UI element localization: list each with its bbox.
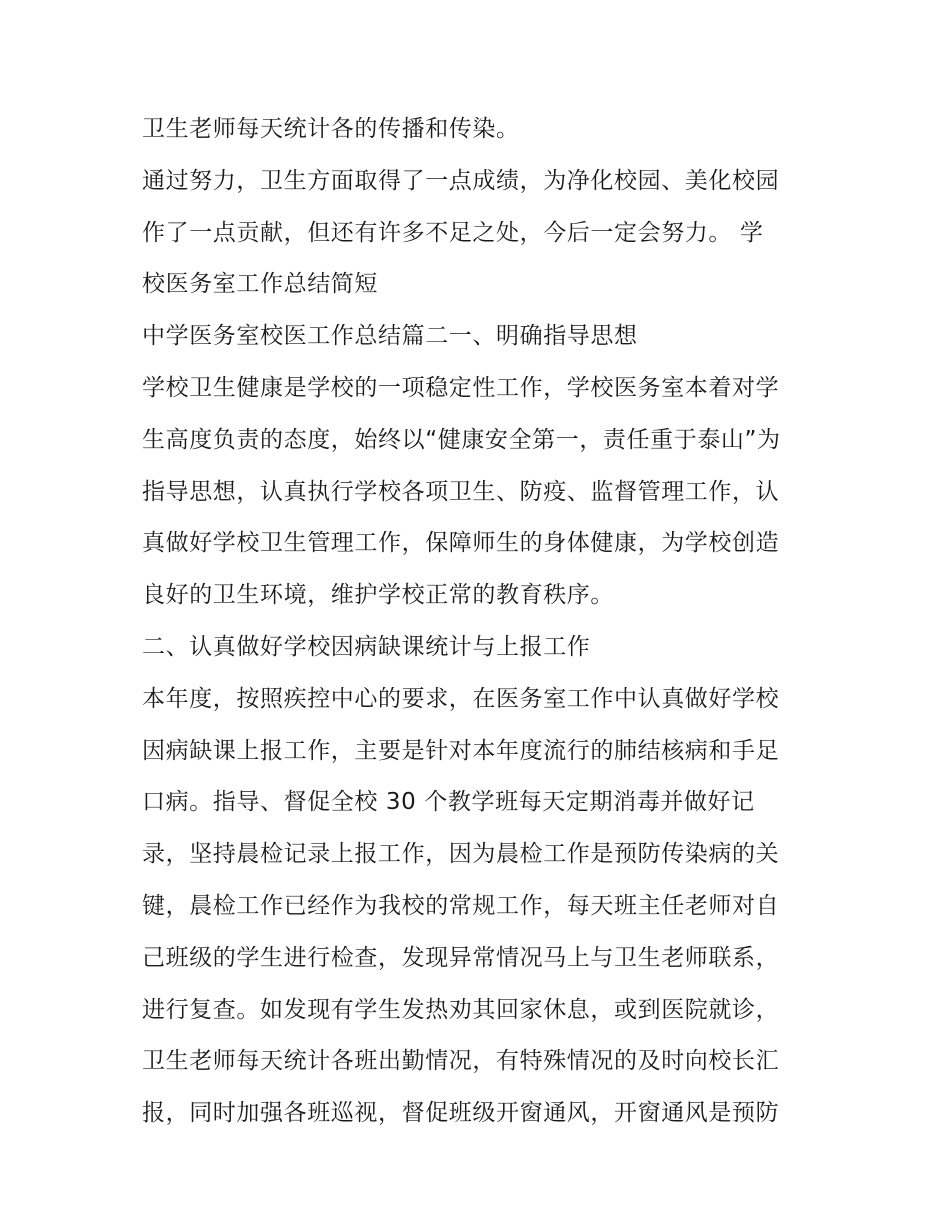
text-line-15: 录，坚持晨检记录上报工作，因为晨检工作是预防传染病的关 (142, 841, 780, 868)
text-line-2: 通过努力，卫生方面取得了一点成绩，为净化校园、美化校园 (142, 167, 780, 194)
document-body (142, 109, 842, 1145)
text-line-13: 因病缺课上报工作，主要是针对本年度流行的肺结核病和手足 (142, 737, 780, 764)
text-line-11: 二、认真做好学校因病缺课统计与上报工作 (142, 633, 591, 660)
text-line-5: 中学医务室校医工作总结篇二一、明确指导思想 (142, 323, 638, 350)
text-line-19: 卫生老师每天统计各班出勤情况，有特殊情况的及时向校长汇 (142, 1048, 780, 1075)
text-line-16: 键，晨检工作已经作为我校的常规工作，每天班主任老师对自 (142, 892, 780, 919)
text-line-3: 作了一点贡献，但还有许多不足之处，今后一定会努力。 学 (142, 219, 764, 246)
text-line-17: 己班级的学生进行检查，发现异常情况马上与卫生老师联系， (142, 944, 780, 971)
text-line-18: 进行复查。如发现有学生发热劝其回家休息，或到医院就诊， (142, 996, 780, 1023)
text-line-8: 指导思想，认真执行学校各项卫生、防疫、监督管理工作，认 (142, 478, 780, 505)
text-line-12: 本年度，按照疾控中心的要求，在医务室工作中认真做好学校 (142, 685, 780, 712)
text-line-7: 生高度负责的态度，始终以“健康安全第一，责任重于泰山”为 (142, 426, 781, 453)
text-line-14: 口病。指导、督促全校 30 个教学班每天定期消毒并做好记 (142, 789, 755, 816)
text-line-20: 报，同时加强各班巡视，督促班级开窗通风，开窗通风是预防 (142, 1100, 780, 1127)
text-line-10: 良好的卫生环境，维护学校正常的教育秩序。 (142, 582, 614, 609)
text-line-1: 卫生老师每天统计各的传播和传染。 (142, 116, 520, 142)
text-line-4: 校医务室工作总结简短 (142, 271, 378, 298)
text-line-6: 学校卫生健康是学校的一项稳定性工作，学校医务室本着对学 (142, 374, 780, 401)
text-line-9: 真做好学校卫生管理工作，保障师生的身体健康，为学校创造 (142, 530, 780, 557)
